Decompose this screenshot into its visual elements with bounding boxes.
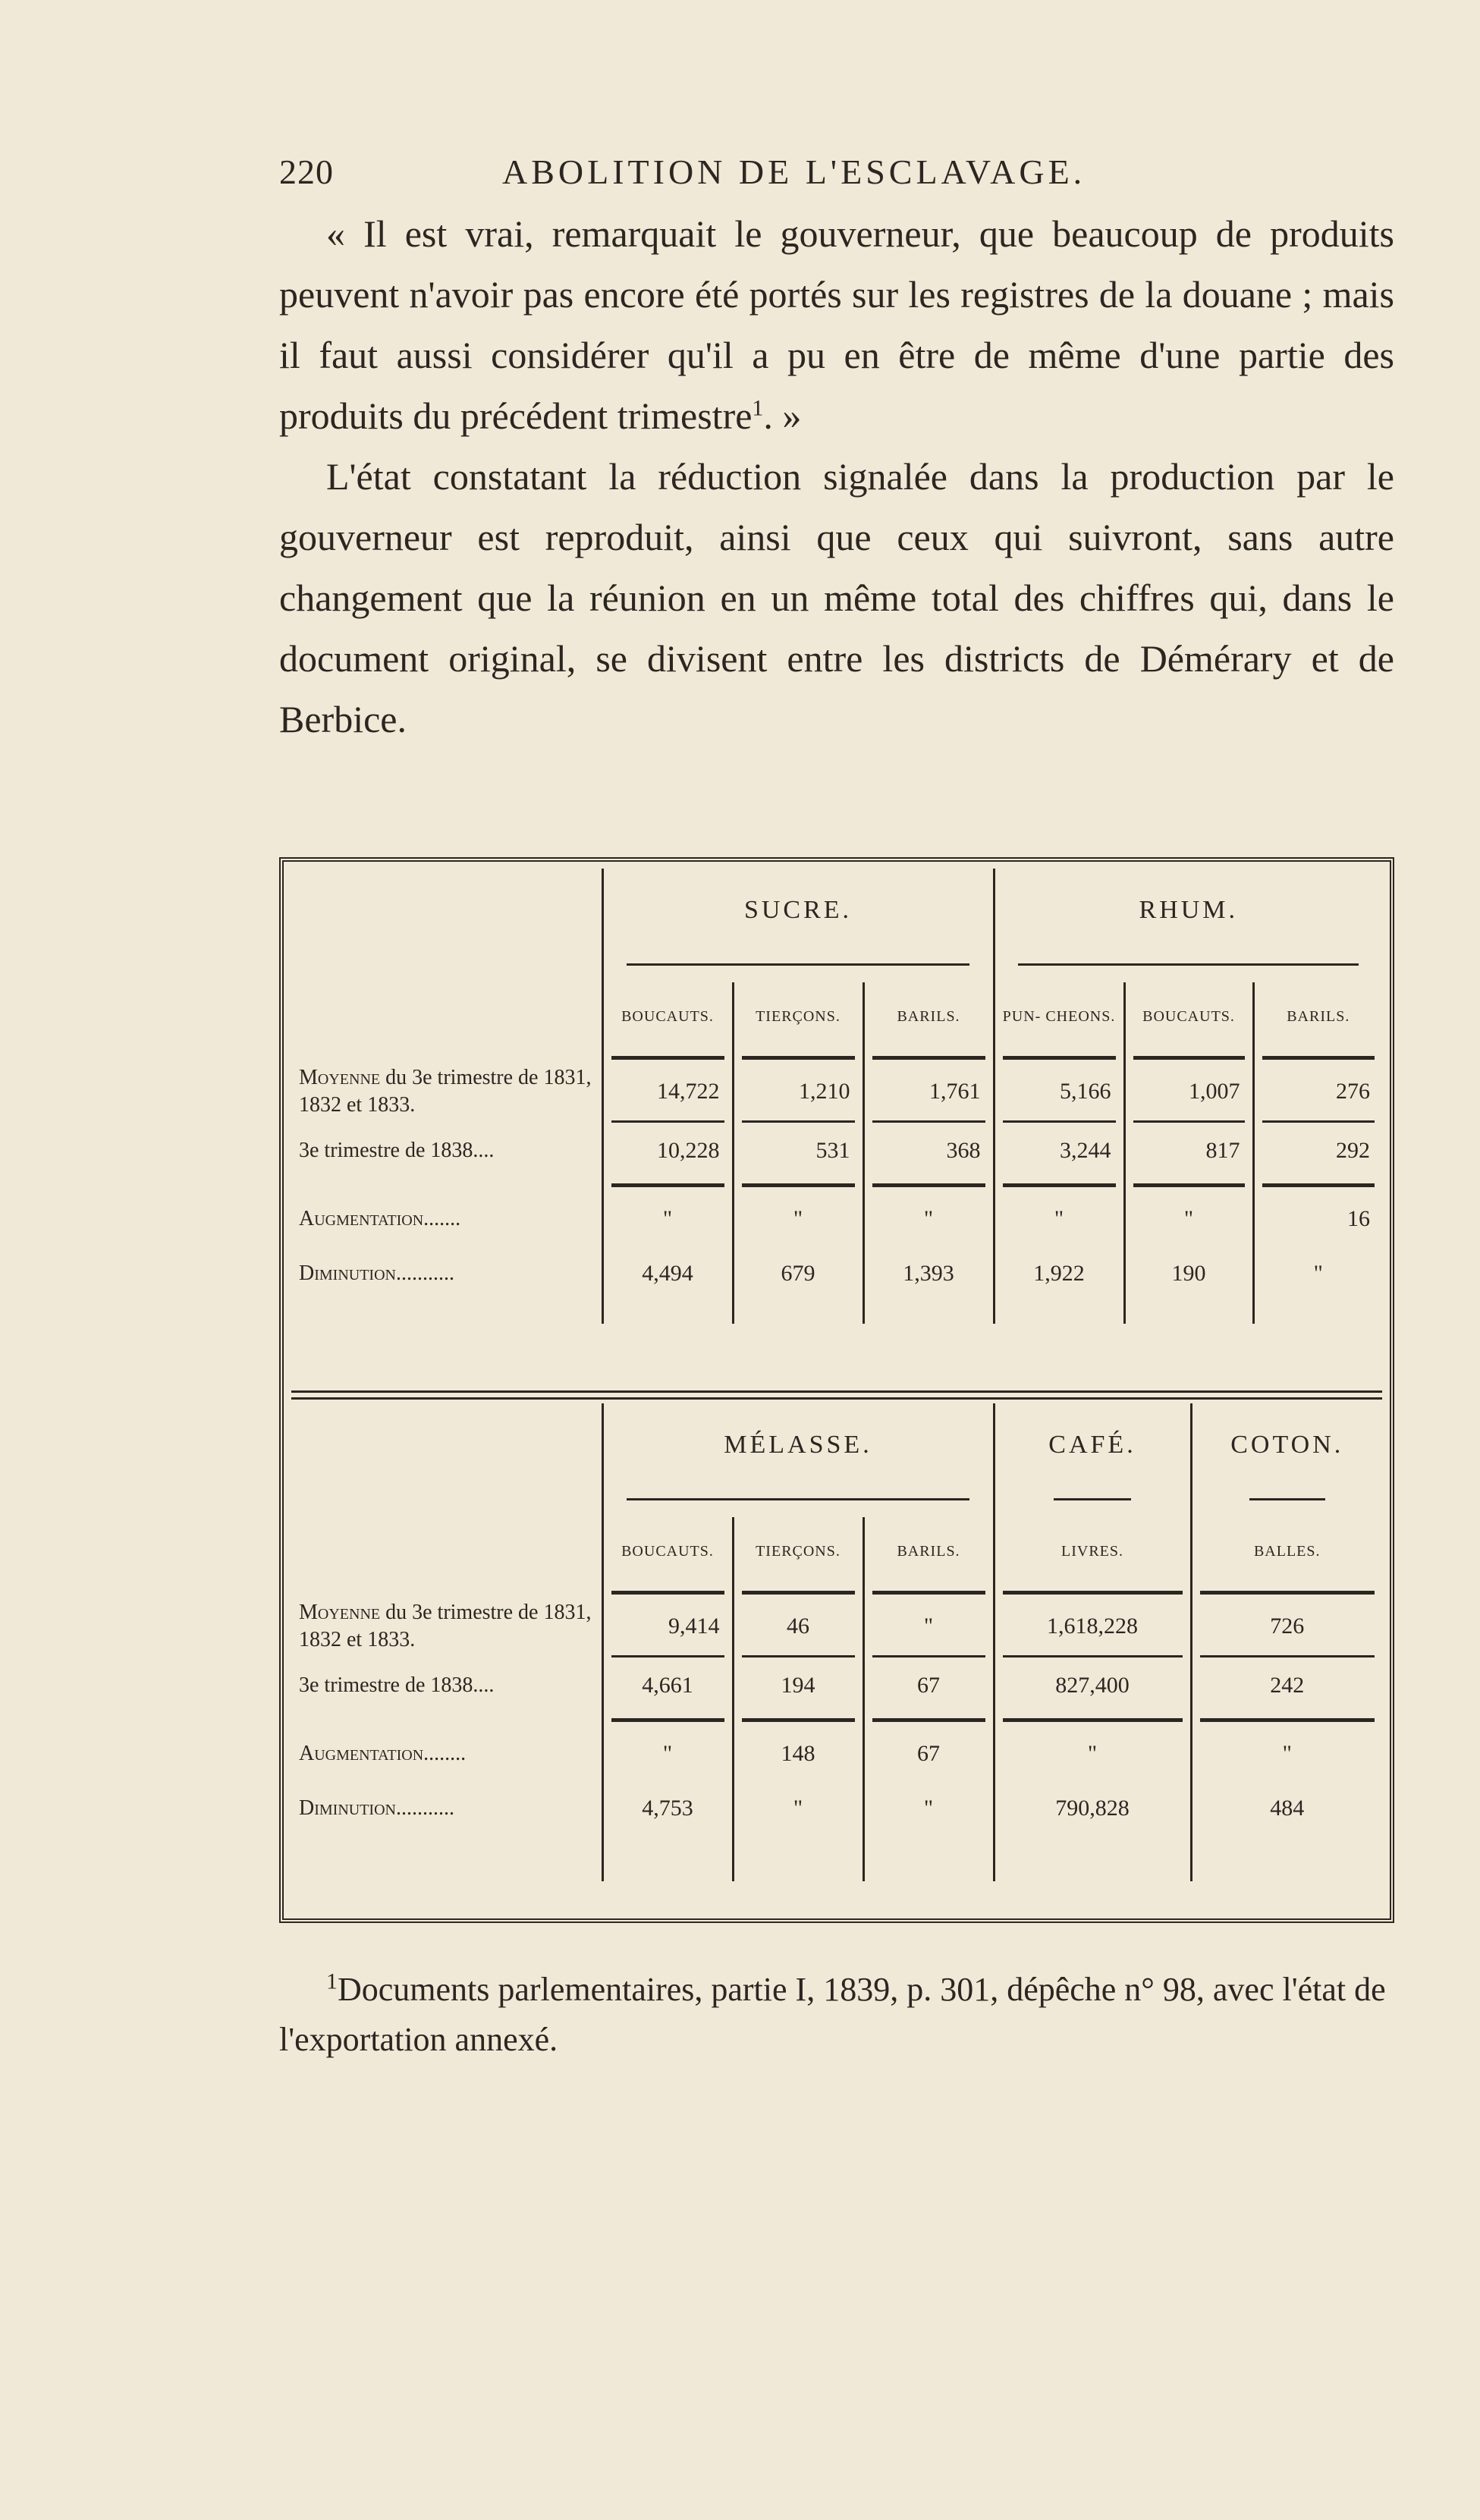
brace-sucre: [602, 952, 994, 982]
group-cafe: CAFÉ.: [994, 1403, 1191, 1487]
group-sucre: SUCRE.: [602, 869, 994, 952]
table-row: [291, 1658, 1382, 1713]
table-cell: ": [994, 1727, 1191, 1781]
group-melasse: MÉLASSE.: [602, 1403, 994, 1487]
table-cell: 1,922: [994, 1246, 1124, 1301]
table-cell: 46: [733, 1599, 863, 1654]
column-header: BOUCAUTS.: [602, 982, 733, 1051]
column-header: LIVRES.: [994, 1517, 1191, 1585]
table-cell: 726: [1191, 1599, 1382, 1654]
table-cell: 10,228: [602, 1123, 733, 1178]
paragraph-1: [279, 203, 1394, 446]
column-header: TIERÇONS.: [733, 982, 863, 1051]
table-row: [291, 1192, 1382, 1246]
brace-melasse: [602, 1487, 994, 1517]
table-cell: 368: [863, 1123, 994, 1178]
table-cell: ": [863, 1599, 994, 1654]
table-cell: ": [863, 1781, 994, 1836]
table-cell: 1,007: [1124, 1064, 1253, 1119]
table-cell: 3,244: [994, 1123, 1124, 1178]
column-header: BARILS.: [863, 982, 994, 1051]
table-cell: 827,400: [994, 1658, 1191, 1713]
row-label: 3e trimestre de 1838....: [299, 1673, 495, 1697]
table-cell: ": [733, 1192, 863, 1246]
table-cell: 484: [1191, 1781, 1382, 1836]
row-label: Moyenne du 3e trimestre de 1831, 1832 et 1833.: [299, 1066, 592, 1117]
footnote-text: Documents parlementaires, partie I, 1839, p. 301, dépêche n° 98, avec l'état de l'exportation annexé.: [279, 1971, 1386, 2058]
table-cell: 148: [733, 1727, 863, 1781]
table-melasse-cafe-coton: [291, 1403, 1382, 1881]
body-text: [279, 203, 1394, 749]
table-cell: 790,828: [994, 1781, 1191, 1836]
row-label: 3e trimestre de 1838....: [299, 1139, 495, 1162]
table-row: [291, 1123, 1382, 1178]
column-header: BOUCAUTS.: [602, 1517, 733, 1585]
row-label: Augmentation........: [299, 1742, 467, 1765]
table-cell: 1,210: [733, 1064, 863, 1119]
table-cell: 1,618,228: [994, 1599, 1191, 1654]
column-header: BARILS.: [863, 1517, 994, 1585]
table-cell: 1,761: [863, 1064, 994, 1119]
paragraph-2: L'état constatant la réduction signalée dans la production par le gouverneur est reproduit, ainsi que ceux qui suivront, sans autre changement que la réunion en un même total des chiffres qui, dans le document original, se divisent entre les districts de Démérary et de Berbice.: [279, 455, 1394, 740]
table-cell: 9,414: [602, 1599, 733, 1654]
table-divider: [291, 1390, 1382, 1400]
table-cell: ": [1124, 1192, 1253, 1246]
table-cell: 67: [863, 1658, 994, 1713]
table-cell: 817: [1124, 1123, 1253, 1178]
row-label: Moyenne du 3e trimestre de 1831, 1832 et 1833.: [299, 1601, 592, 1651]
table-row: [291, 1599, 1382, 1654]
column-header: BALLES.: [1191, 1517, 1382, 1585]
table-cell: 4,753: [602, 1781, 733, 1836]
table-cell: ": [602, 1192, 733, 1246]
table-cell: ": [1191, 1727, 1382, 1781]
table-cell: 242: [1191, 1658, 1382, 1713]
table-cell: 190: [1124, 1246, 1253, 1301]
column-header: PUN- CHEONS.: [994, 982, 1124, 1051]
running-title: ABOLITION DE L'ESCLAVAGE.: [502, 152, 1086, 191]
row-label: Augmentation.......: [299, 1207, 461, 1230]
table-cell: ": [863, 1192, 994, 1246]
dash-coton: [1191, 1487, 1382, 1517]
row-label: Diminution...........: [299, 1796, 454, 1820]
footnote: [279, 1965, 1394, 2065]
page-number: 220: [279, 152, 334, 191]
table-cell: 5,166: [994, 1064, 1124, 1119]
column-header: BARILS.: [1253, 982, 1382, 1051]
table-cell: ": [602, 1727, 733, 1781]
table-cell: ": [994, 1192, 1124, 1246]
table-row: [291, 1246, 1382, 1301]
footnote-ref: 1: [752, 395, 764, 421]
quote-close: . »: [763, 394, 802, 437]
column-header: BOUCAUTS.: [1124, 982, 1253, 1051]
table-cell: 292: [1253, 1123, 1382, 1178]
table-cell: 1,393: [863, 1246, 994, 1301]
table-sucre-rhum: [291, 869, 1382, 1324]
table-cell: 194: [733, 1658, 863, 1713]
row-label: Diminution...........: [299, 1262, 454, 1285]
paragraph-1-text: « Il est vrai, remarquait le gouverneur, que beaucoup de produits peuvent n'avoir pas encore été portés sur les registres de la douane ; mais il faut aussi considérer qu'il a pu en être de même d'une partie des produits du précédent trimestre: [279, 212, 1394, 437]
table-row: [291, 1727, 1382, 1781]
table-cell: 531: [733, 1123, 863, 1178]
table-row: [291, 1781, 1382, 1836]
group-rhum: RHUM.: [994, 869, 1382, 952]
group-coton: COTON.: [1191, 1403, 1382, 1487]
table-cell: 276: [1253, 1064, 1382, 1119]
footnote-marker: 1: [326, 1969, 338, 1994]
table-cell: 16: [1253, 1192, 1382, 1246]
table-cell: 679: [733, 1246, 863, 1301]
table-cell: 4,661: [602, 1658, 733, 1713]
table-cell: 4,494: [602, 1246, 733, 1301]
table-row: [291, 1064, 1382, 1119]
table-cell: ": [1253, 1246, 1382, 1301]
table-cell: 67: [863, 1727, 994, 1781]
table-cell: ": [733, 1781, 863, 1836]
column-header: TIERÇONS.: [733, 1517, 863, 1585]
table-cell: 14,722: [602, 1064, 733, 1119]
dash-cafe: [994, 1487, 1191, 1517]
brace-rhum: [994, 952, 1382, 982]
